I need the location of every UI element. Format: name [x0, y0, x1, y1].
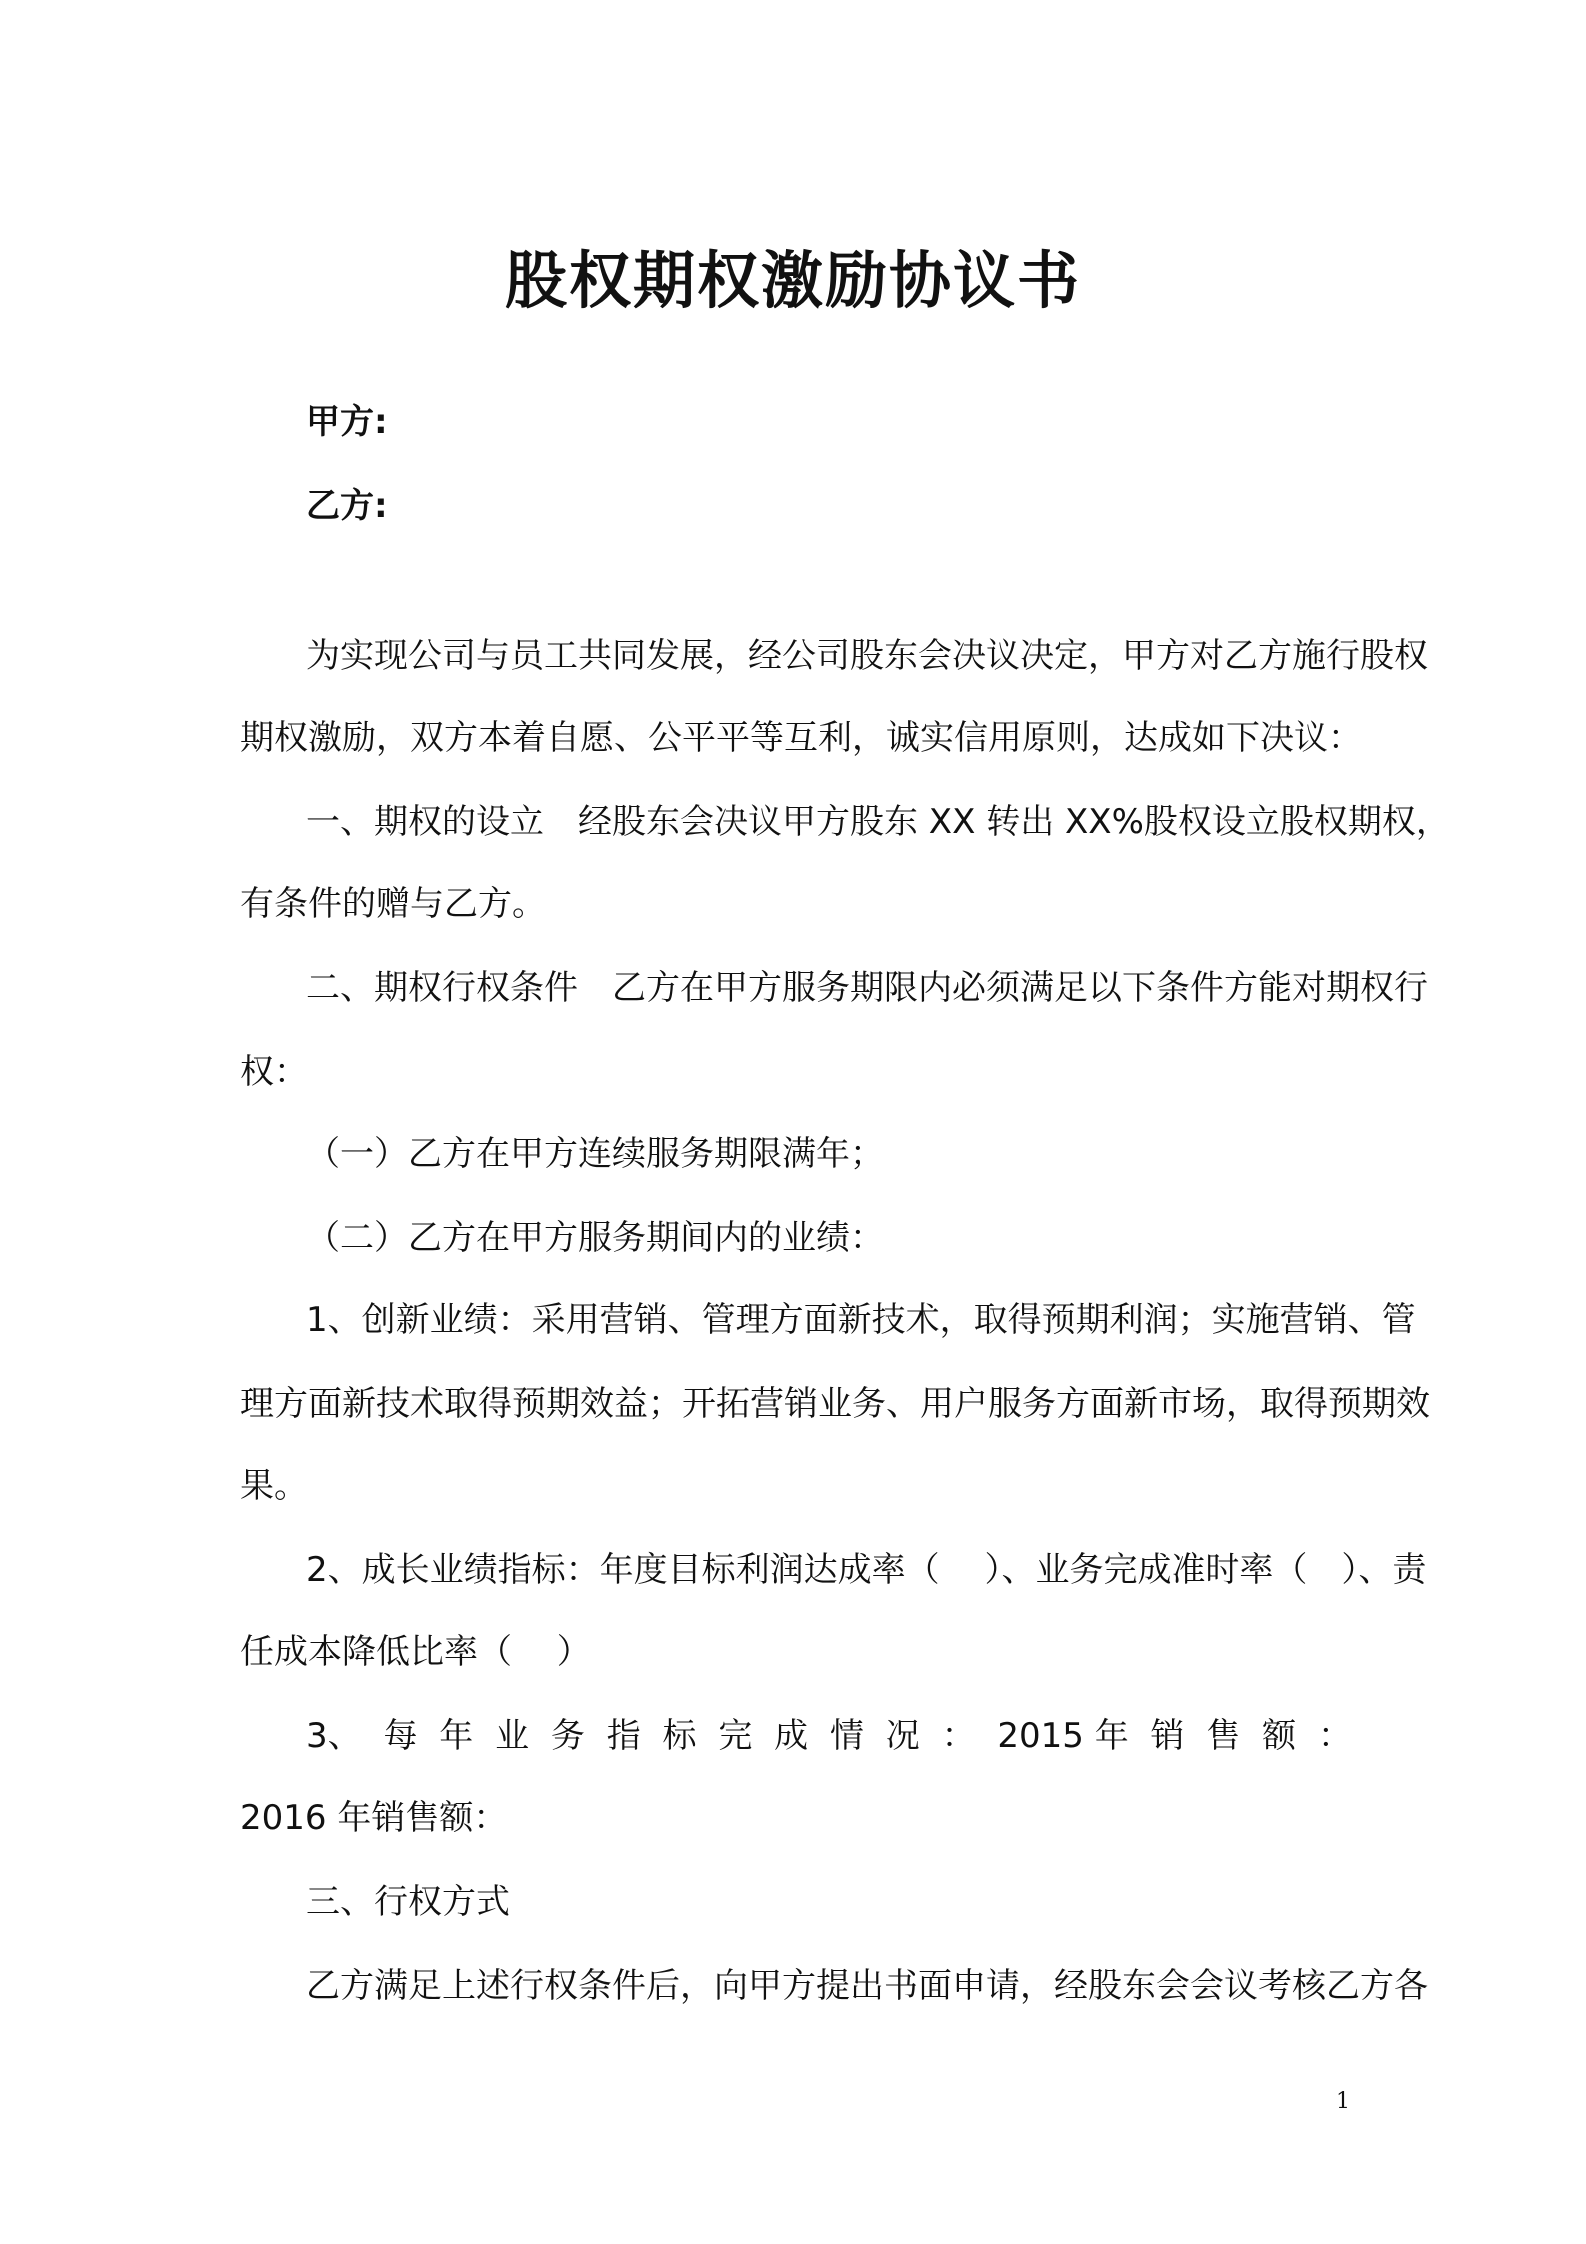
paragraph-line: 权：: [240, 1052, 308, 1092]
item3-token: 情: [829, 1716, 864, 1756]
item3-token: 每: [383, 1716, 418, 1756]
item3-token: 业: [495, 1716, 530, 1756]
item3-justified-line: [306, 1712, 1352, 1760]
paragraph-line: 期权激励，双方本着自愿、公平平等互利，诚实信用原则，达成如下决议：: [240, 718, 1362, 758]
paragraph-line: 有条件的赠与乙方。: [240, 884, 546, 924]
paragraph-line: 为实现公司与员工共同发展，经公司股东会决议决定，甲方对乙方施行股权: [306, 636, 1428, 676]
item3-token: 3、: [306, 1716, 362, 1756]
item3-token: 2015 年: [997, 1716, 1129, 1756]
paragraph-line: 2016 年销售额：: [240, 1798, 508, 1838]
item3-token: 年: [439, 1716, 474, 1756]
paragraph-line: （一）乙方在甲方连续服务期限满年；: [306, 1134, 884, 1174]
paragraph-line: 1、创新业绩：采用营销、管理方面新技术，取得预期利润；实施营销、管: [306, 1300, 1416, 1340]
document-title: 股权期权激励协议书: [504, 244, 1081, 317]
item3-token: ：: [1317, 1716, 1352, 1756]
paragraph-line: （二）乙方在甲方服务期间内的业绩：: [306, 1218, 884, 1258]
paragraph-line: 一、期权的设立 经股东会决议甲方股东 XX 转出 XX%股权设立股权期权，: [306, 802, 1450, 842]
item3-token: 销: [1150, 1716, 1185, 1756]
item3-token: ：: [941, 1716, 976, 1756]
section-heading: 三、行权方式: [306, 1882, 510, 1922]
paragraph-line: 二、期权行权条件 乙方在甲方服务期限内必须满足以下条件方能对期权行: [306, 968, 1428, 1008]
item3-token: 额: [1262, 1716, 1297, 1756]
party-a-label: 甲方:: [306, 402, 388, 442]
paragraph-line: 乙方满足上述行权条件后，向甲方提出书面申请，经股东会会议考核乙方各: [306, 1966, 1428, 2006]
item3-token: 完: [718, 1716, 753, 1756]
paragraph-line: 任成本降低比率（ ）: [240, 1632, 591, 1672]
item3-token: 成: [774, 1716, 809, 1756]
item3-token: 指: [606, 1716, 641, 1756]
paragraph-line: 理方面新技术取得预期效益；开拓营销业务、用户服务方面新市场，取得预期效: [240, 1384, 1430, 1424]
paragraph-line: 果。: [240, 1466, 308, 1506]
page-number: 1: [1336, 2089, 1350, 2114]
party-b-label: 乙方:: [306, 486, 388, 526]
item3-token: 务: [550, 1716, 585, 1756]
item3-token: 标: [662, 1716, 697, 1756]
paragraph-line: 2、成长业绩指标：年度目标利润达成率（ ）、业务完成准时率（ ）、责: [306, 1550, 1427, 1590]
item3-token: 售: [1206, 1716, 1241, 1756]
item3-token: 况: [885, 1716, 920, 1756]
